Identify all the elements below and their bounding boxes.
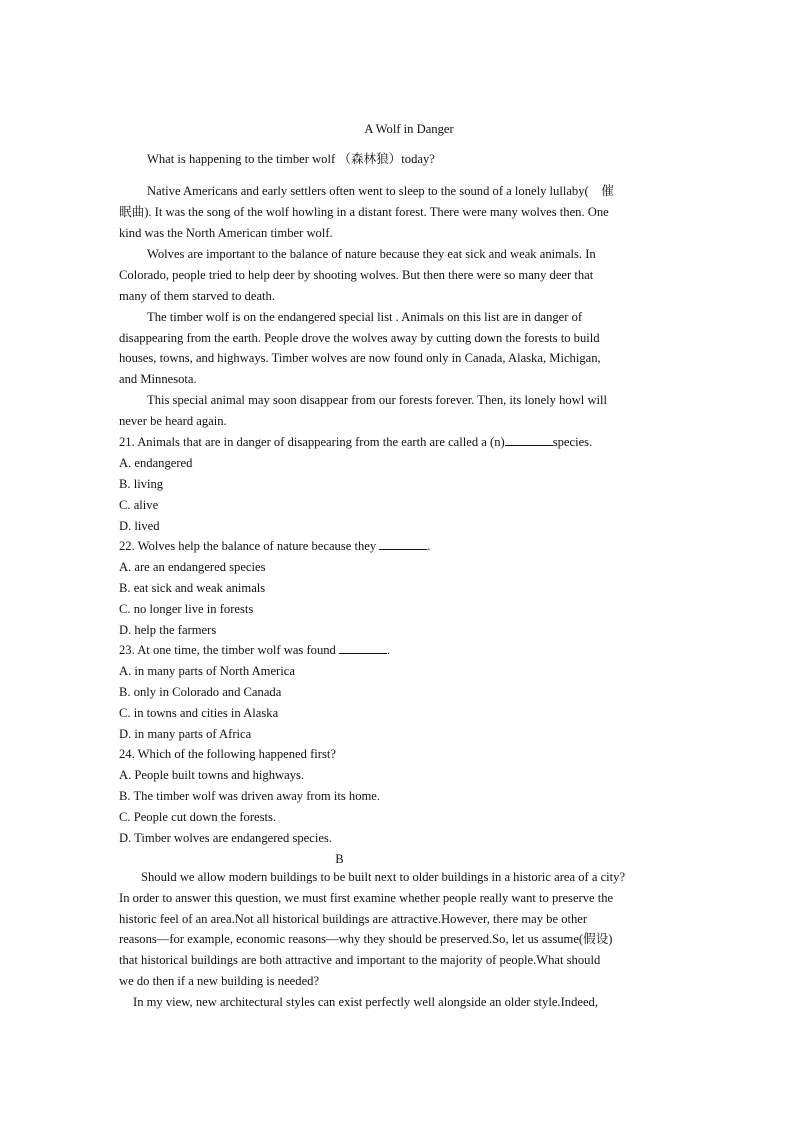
answer-option: C. People cut down the forests. <box>119 810 277 824</box>
passage-b-line: Should we allow modern buildings to be built next to older buildings in a historic area of a city? <box>141 870 626 884</box>
question-stem <box>119 538 431 554</box>
answer-blank <box>505 434 553 446</box>
question-stem-suffix: . <box>387 643 391 657</box>
answer-option: D. in many parts of Africa <box>119 727 252 741</box>
answer-option: B. living <box>119 477 164 491</box>
answer-option: C. in towns and cities in Alaska <box>119 706 279 720</box>
answer-option: A. are an endangered species <box>119 560 266 574</box>
question-stem-suffix: species. <box>552 435 593 449</box>
passage-b-line: that historical buildings are both attractive and important to the majority of people.What should <box>119 953 601 967</box>
answer-blank <box>339 642 387 654</box>
passage-a-line: and Minnesota. <box>119 372 197 386</box>
answer-option: D. Timber wolves are endangered species. <box>119 831 332 845</box>
answer-option: B. The timber wolf was driven away from its home. <box>119 789 381 803</box>
passage-a-line: This special animal may soon disappear from our forests forever. Then, its lonely howl will <box>147 393 608 407</box>
question-intro: What is happening to the timber wolf （森林狼）today? <box>147 152 435 166</box>
question-stem-text: 22. Wolves help the balance of nature because they <box>119 539 377 553</box>
answer-option: A. People built towns and highways. <box>119 768 305 782</box>
question-stem: 24. Which of the following happened first? <box>119 747 336 761</box>
passage-a-line: never be heard again. <box>119 414 227 428</box>
question-stem-text: 21. Animals that are in danger of disappearing from the earth are called a (n) <box>119 435 505 449</box>
question-stem-text: 23. At one time, the timber wolf was found <box>119 643 336 657</box>
passage-b-line: In my view, new architectural styles can exist perfectly well alongside an older style.Indeed, <box>133 995 598 1009</box>
answer-option: A. endangered <box>119 456 193 470</box>
passage-b-line: we do then if a new building is needed? <box>119 974 320 988</box>
answer-option: D. help the farmers <box>119 623 217 637</box>
answer-option: C. alive <box>119 498 159 512</box>
question-stem-suffix: . <box>427 539 431 553</box>
passage-a-line: Colorado, people tried to help deer by shooting wolves. But then there were so many deer that <box>119 268 594 282</box>
passage-a-line: The timber wolf is on the endangered special list . Animals on this list are in danger of <box>147 310 583 324</box>
answer-option: A. in many parts of North America <box>119 664 295 678</box>
section-b-heading: B <box>335 852 344 866</box>
question-stem <box>119 434 592 450</box>
passage-b-line: In order to answer this question, we must first examine whether people really want to preserve the <box>119 891 614 905</box>
passage-a-line: kind was the North American timber wolf. <box>119 226 333 240</box>
passage-a-line: Wolves are important to the balance of nature because they eat sick and weak animals. In <box>147 247 596 261</box>
answer-blank <box>379 538 427 550</box>
answer-option: D. lived <box>119 519 160 533</box>
passage-a-line: Native Americans and early settlers often went to sleep to the sound of a lonely lullaby( 催 <box>147 184 614 198</box>
answer-option: B. only in Colorado and Canada <box>119 685 282 699</box>
passage-a-line: houses, towns, and highways. Timber wolves are now found only in Canada, Alaska, Michigan, <box>119 351 601 365</box>
answer-option: C. no longer live in forests <box>119 602 254 616</box>
passage-a-line: disappearing from the earth. People drove the wolves away by cutting down the forests to build <box>119 331 600 345</box>
passage-b-line: reasons—for example, economic reasons—why they should be preserved.So, let us assume(假设) <box>119 932 613 946</box>
passage-a-line: 眠曲). It was the song of the wolf howling in a distant forest. There were many wolves then. One <box>119 205 609 219</box>
answer-option: B. eat sick and weak animals <box>119 581 266 595</box>
passage-a-line: many of them starved to death. <box>119 289 275 303</box>
question-stem <box>119 642 390 658</box>
page-title: A Wolf in Danger <box>364 122 454 136</box>
passage-b-line: historic feel of an area.Not all historical buildings are attractive.However, there may be other <box>119 912 588 926</box>
